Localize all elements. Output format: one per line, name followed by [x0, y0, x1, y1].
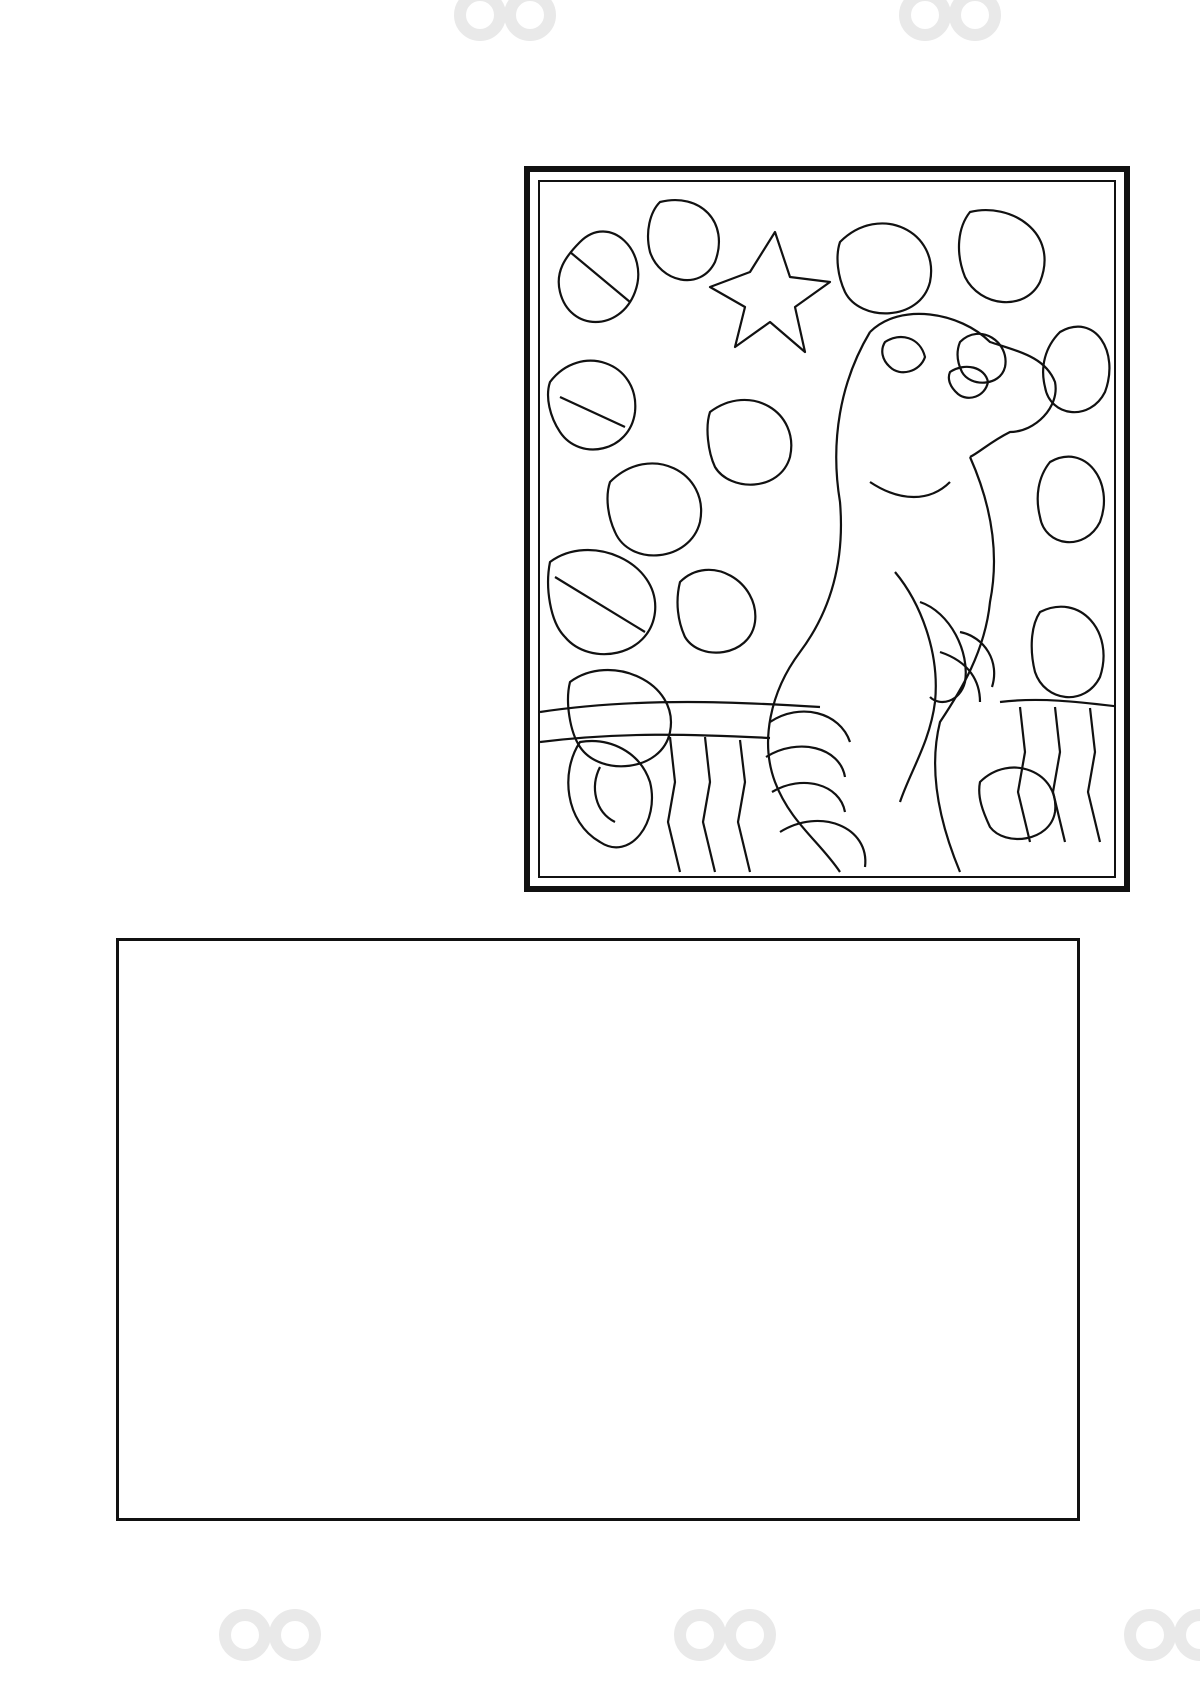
owl-watermark-icon — [895, 0, 1005, 60]
owl-watermark-icon — [1120, 1595, 1200, 1695]
owl-watermark-icon — [450, 0, 560, 60]
problem-grid — [116, 938, 1080, 1521]
color-by-number-picture — [524, 166, 1130, 892]
owl-watermark-icon — [670, 1595, 780, 1695]
owl-watermark-icon — [215, 1595, 325, 1695]
raccoon-leaves-illustration — [540, 182, 1116, 878]
